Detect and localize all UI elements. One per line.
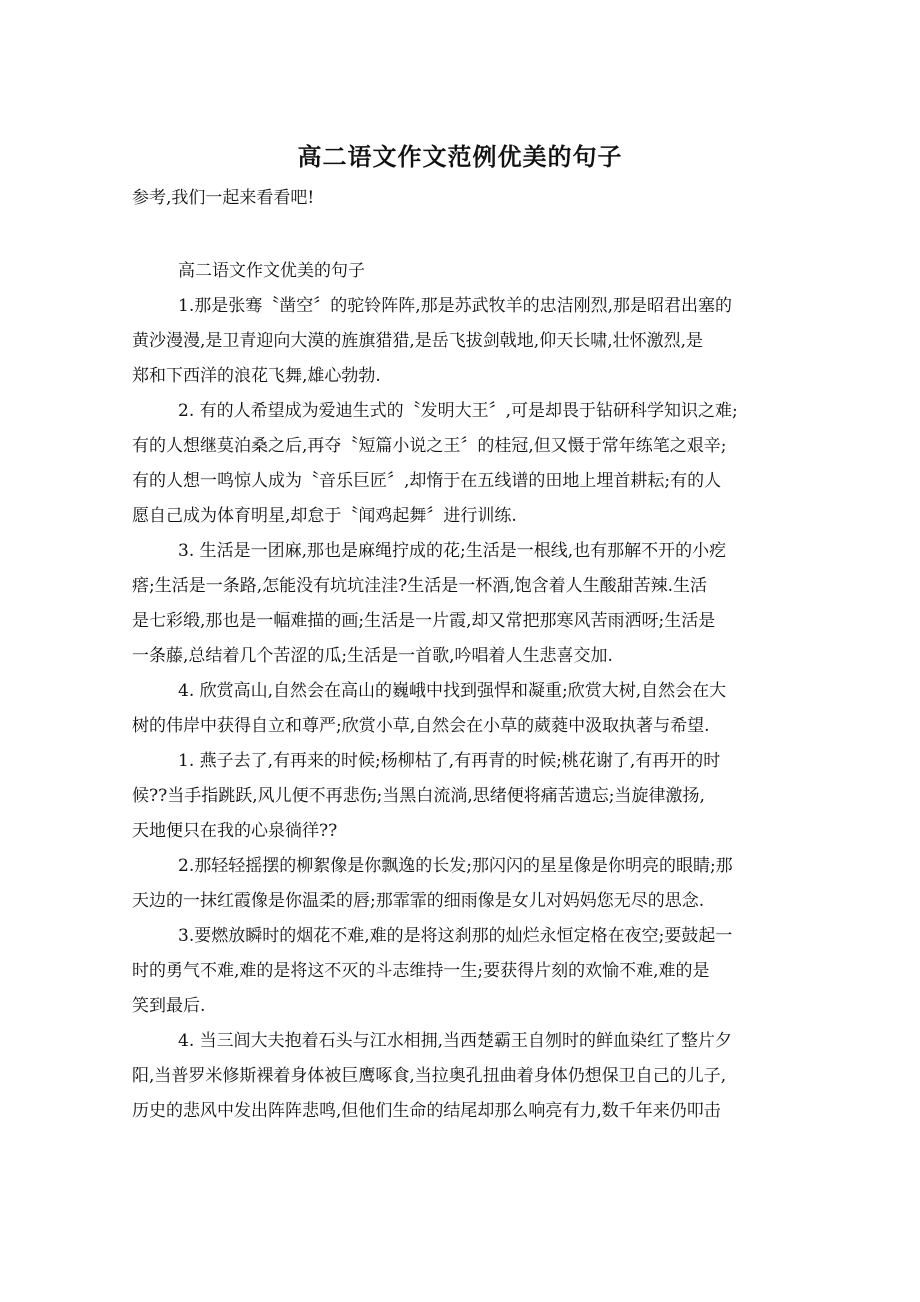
text-line: 黄沙漫漫,是卫青迎向大漠的旌旗猎猎,是岳飞拔剑戟地,仰天长啸,壮怀激烈,是 — [132, 331, 704, 351]
text-line: 2. 有的人希望成为爱迪生式的〝发明大王〞,可是却畏于钻研科学知识之难; — [178, 401, 738, 421]
paragraph — [132, 674, 798, 744]
paragraph — [132, 534, 798, 674]
text-line: 树的伟岸中获得自立和尊严;欣赏小草,自然会在小草的葳蕤中汲取执著与希望. — [132, 716, 710, 736]
text-line: 3.要燃放瞬时的烟花不难,难的是将这刹那的灿烂永恒定格在夜空;要鼓起一 — [178, 926, 733, 946]
text-line: 一条藤,总结着几个苦涩的瓜;生活是一首歌,吟唱着人生悲喜交加. — [132, 646, 613, 666]
text-line: 阳,当普罗米修斯裸着身体被巨鹰啄食,当拉奥孔扭曲着身体仍想保卫自己的儿子, — [132, 1066, 727, 1086]
text-line: 有的人想继莫泊桑之后,再夺〝短篇小说之王〞的桂冠,但又慑于常年练笔之艰辛; — [132, 436, 727, 456]
paragraph — [132, 744, 798, 849]
paragraph — [132, 1024, 798, 1129]
paragraph — [132, 849, 798, 919]
section-heading — [132, 254, 798, 289]
text-line: 笑到最后. — [132, 996, 206, 1016]
text-line: 有的人想一鸣惊人成为〝音乐巨匠〞,却惰于在五线谱的田地上埋首耕耘;有的人 — [132, 471, 722, 491]
paragraph — [132, 394, 798, 534]
text-line: 郑和下西洋的浪花飞舞,雄心勃勃. — [132, 366, 381, 386]
text-line: 候??当手指跳跃,风儿便不再悲伤;当黑白流淌,思绪便将痛苦遗忘;当旋律激扬, — [132, 786, 705, 806]
text-line: 4. 欣赏高山,自然会在高山的巍峨中找到强悍和凝重;欣赏大树,自然会在大 — [178, 681, 727, 701]
text-line: 3. 生活是一团麻,那也是麻绳拧成的花;生活是一根线,也有那解不开的小疙 — [178, 541, 727, 561]
text-line: 是七彩缎,那也是一幅难描的画;生活是一片霞,却又常把那寒风苦雨洒呀;生活是 — [132, 611, 716, 631]
intro-text: 参考,我们一起来看看吧! — [132, 188, 315, 208]
paragraph — [132, 289, 798, 394]
text-line: 1.那是张骞〝凿空〞的驼铃阵阵,那是苏武牧羊的忠洁刚烈,那是昭君出塞的 — [178, 296, 733, 316]
text-line: 天地便只在我的心泉徜徉?? — [132, 821, 338, 841]
text-line: 4. 当三闾大夫抱着石头与江水相拥,当西楚霸王自刎时的鲜血染红了整片夕 — [178, 1031, 733, 1051]
paragraph — [132, 919, 798, 1024]
document-title: 高二语文作文范例优美的句子 — [297, 142, 623, 171]
text-line: 瘩;生活是一条路,怎能没有坑坑洼洼?生活是一杯酒,饱含着人生酸甜苦辣.生活 — [132, 576, 708, 596]
text-line: 时的勇气不难,难的是将这不灭的斗志维持一生;要获得片刻的欢愉不难,难的是 — [132, 961, 710, 981]
text-line: 愿自己成为体育明星,却怠于〝闻鸡起舞〞进行训练. — [132, 506, 517, 526]
text-line: 1. 燕子去了,有再来的时候;杨柳枯了,有再青的时候;桃花谢了,有再开的时 — [178, 751, 721, 771]
document-body — [132, 254, 798, 1129]
text-line: 高二语文作文优美的句子 — [178, 261, 365, 281]
text-line: 2.那轻轻摇摆的柳絮像是你飘逸的长发;那闪闪的星星像是你明亮的眼睛;那 — [178, 856, 733, 876]
text-line: 天边的一抹红霞像是你温柔的唇;那霏霏的细雨像是女儿对妈妈您无尽的思念. — [132, 891, 705, 911]
text-line: 历史的悲风中发出阵阵悲鸣,但他们生命的结尾却那么响亮有力,数千年来仍叩击 — [132, 1101, 721, 1121]
